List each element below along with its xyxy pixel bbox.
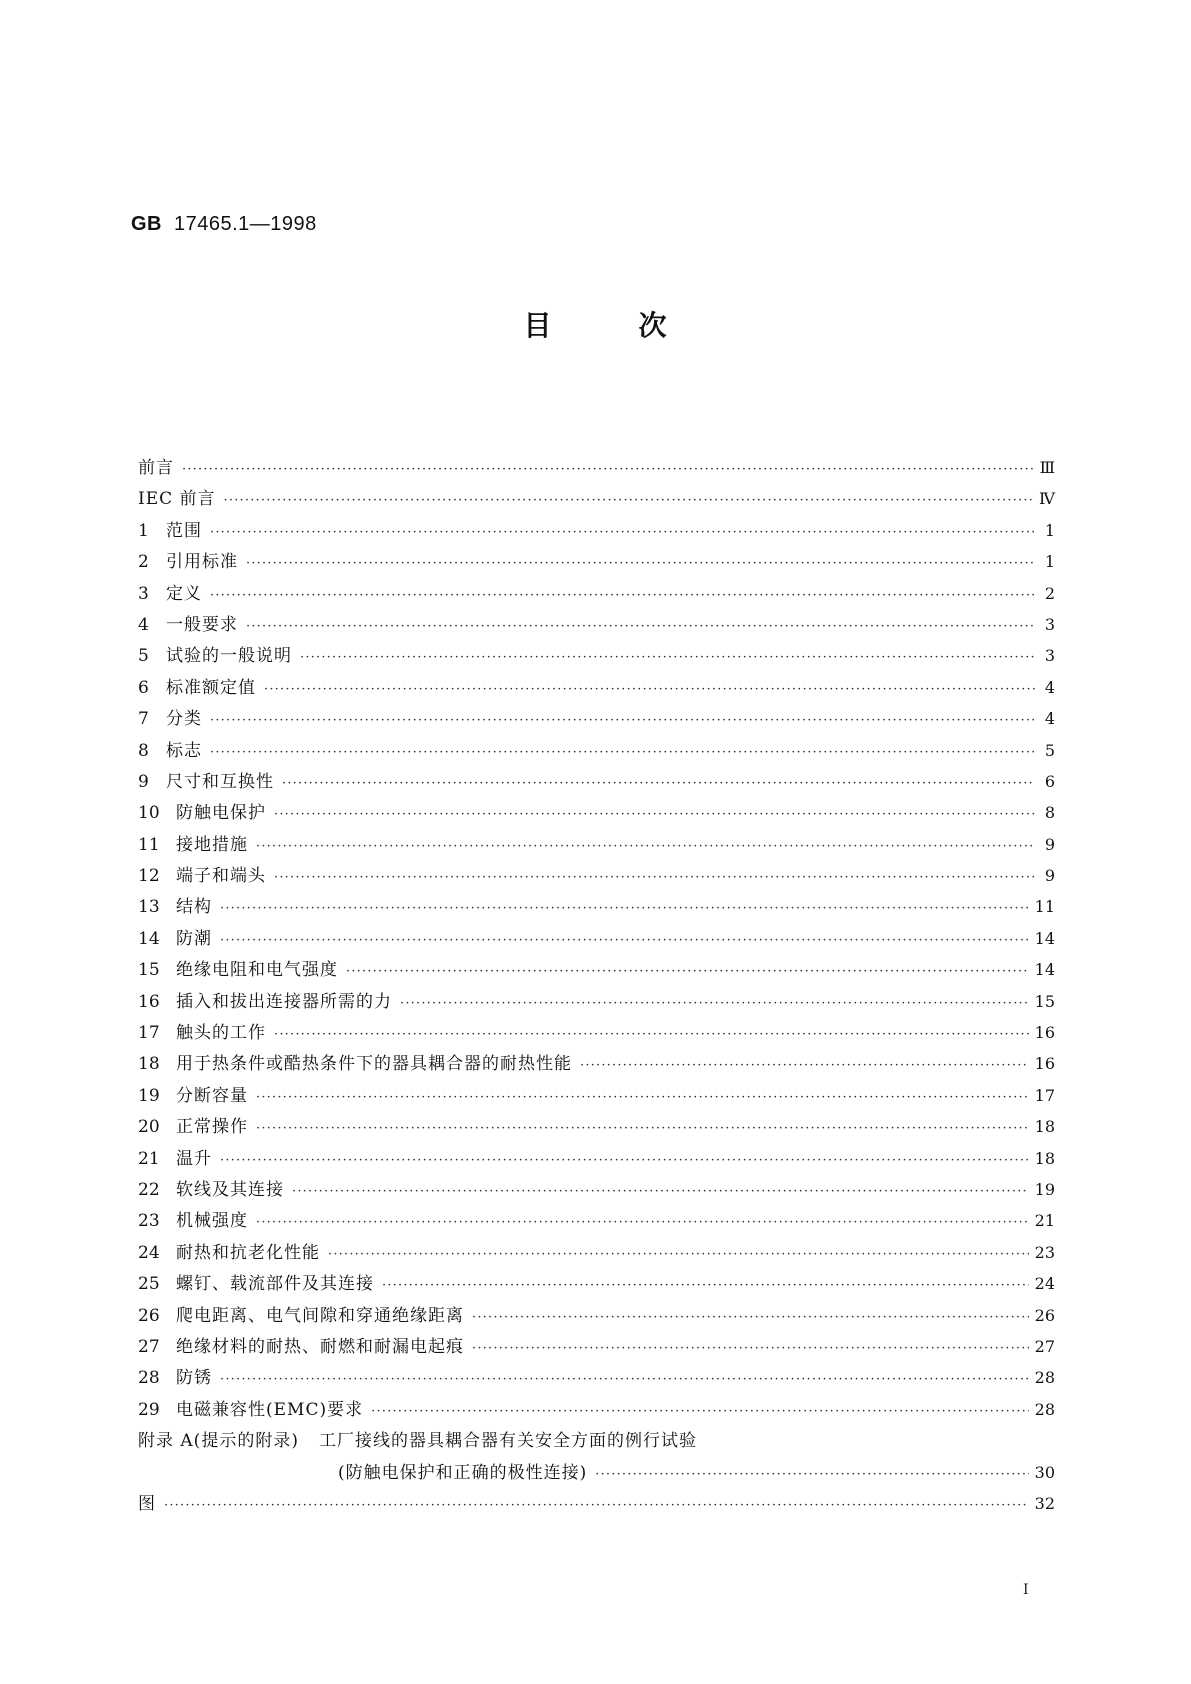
toc-entry-number: 16 (138, 991, 160, 1012)
toc-entry-label: 防锈 (176, 1368, 212, 1389)
dot-leader (210, 745, 1035, 760)
toc-entry-page: 16 (1034, 1023, 1055, 1043)
toc-entry-label: 防触电保护 (176, 803, 266, 824)
dot-leader (274, 870, 1035, 885)
toc-entry (138, 1301, 1055, 1332)
toc-entry-number: 7 (138, 709, 149, 730)
toc-entry-number: 3 (138, 583, 149, 604)
toc-entry (138, 1363, 1055, 1394)
toc-entry (138, 516, 1055, 547)
toc-entry (138, 924, 1055, 955)
toc-entry-label: 爬电距离、电气间隙和穿通绝缘距离 (176, 1305, 464, 1326)
toc-entry-page: 9 (1044, 834, 1055, 854)
toc-entry-label: 尺寸和互换性 (166, 771, 274, 792)
toc-entry-page: 2 (1044, 583, 1055, 603)
toc-entry-page: Ⅳ (1039, 489, 1055, 509)
dot-leader (264, 682, 1035, 697)
toc-entry-page: 28 (1034, 1368, 1055, 1388)
toc-entry-number: 25 (138, 1274, 160, 1295)
toc-entry-label: 温升 (176, 1148, 212, 1169)
toc-entry-number: 10 (138, 803, 160, 824)
figures-label: 图 (138, 1493, 156, 1514)
toc-entry-number: 14 (138, 928, 160, 949)
toc-entry-label: 插入和拔出连接器所需的力 (176, 991, 392, 1012)
dot-leader (472, 1341, 1029, 1356)
toc-entry-label: 防潮 (176, 928, 212, 949)
toc-entry (138, 987, 1055, 1018)
toc-entry-number: 8 (138, 740, 149, 761)
toc-entry-number: 24 (138, 1242, 160, 1263)
gb-mark: GB (131, 213, 162, 235)
dot-leader (164, 1498, 1029, 1513)
toc-entry-number: 17 (138, 1023, 160, 1044)
toc-entry-page: 3 (1044, 646, 1055, 666)
toc-entry-number: 9 (138, 771, 149, 792)
std-number-text: 17465.1—1998 (174, 213, 317, 235)
annex-label: 附录 A(提示的附录) (138, 1431, 299, 1452)
page-title (0, 304, 1191, 344)
dot-leader (400, 996, 1029, 1011)
dot-leader (274, 1027, 1029, 1042)
title-char-2: 次 (638, 309, 668, 342)
toc-entry-page: 9 (1044, 866, 1055, 886)
toc-entry-number: 5 (138, 646, 149, 667)
toc-entry-label: 绝缘材料的耐热、耐燃和耐漏电起痕 (176, 1336, 464, 1357)
toc-entry-label: 耐热和抗老化性能 (176, 1242, 320, 1263)
toc-entry (138, 1269, 1055, 1300)
dot-leader (371, 1404, 1029, 1419)
toc-entry-page: 18 (1034, 1148, 1055, 1168)
toc-entry-label: 绝缘电阻和电气强度 (176, 960, 338, 981)
dot-leader (220, 933, 1029, 948)
title-char-1: 目 (523, 309, 553, 342)
toc-entry-label: IEC 前言 (138, 489, 216, 510)
toc-entry-label: 引用标准 (166, 552, 238, 573)
dot-leader (220, 1372, 1029, 1387)
toc-entry-label: 一般要求 (166, 614, 238, 635)
toc-entry-label: 标志 (166, 740, 202, 761)
toc-entry-label: 分断容量 (176, 1085, 248, 1106)
dot-leader (300, 650, 1035, 665)
toc-entry-number: 19 (138, 1085, 160, 1106)
dot-leader (224, 493, 1033, 508)
toc-entry-number: 12 (138, 866, 160, 887)
toc-entry-page: 19 (1034, 1179, 1055, 1199)
toc-entry-number: 18 (138, 1054, 160, 1075)
toc-entry (138, 484, 1055, 515)
toc-entry (138, 547, 1055, 578)
toc-entry (138, 1175, 1055, 1206)
toc-entry-page: 21 (1034, 1211, 1055, 1231)
toc-entry-page: 18 (1034, 1117, 1055, 1137)
toc-entry (138, 955, 1055, 986)
dot-leader (256, 839, 1035, 854)
toc-entry-page: 3 (1044, 614, 1055, 634)
toc-entry-page: 6 (1044, 771, 1055, 791)
dot-leader (210, 713, 1035, 728)
toc-entry-label: 触头的工作 (176, 1023, 266, 1044)
toc-entry-label: 接地措施 (176, 834, 248, 855)
dot-leader (210, 525, 1035, 540)
dot-leader (220, 1153, 1029, 1168)
toc-entry-page: 17 (1034, 1085, 1055, 1105)
toc-entry-page: Ⅲ (1039, 458, 1055, 477)
dot-leader (472, 1310, 1029, 1325)
toc-entry-label: 前言 (138, 458, 174, 478)
dot-leader (382, 1278, 1029, 1293)
toc-entry (138, 798, 1055, 829)
toc-entry (138, 579, 1055, 610)
annex-title-line-1: 工厂接线的器具耦合器有关安全方面的例行试验 (318, 1431, 697, 1452)
toc-entry (138, 767, 1055, 798)
toc-entry-label: 用于热条件或酷热条件下的器具耦合器的耐热性能 (176, 1054, 572, 1075)
toc-entry-page: 28 (1034, 1399, 1055, 1419)
toc-entry-page: 27 (1034, 1336, 1055, 1356)
toc-entry (138, 1112, 1055, 1143)
toc-entry-number: 23 (138, 1211, 160, 1232)
toc-entry (138, 673, 1055, 704)
toc-entry (138, 641, 1055, 672)
toc-entry-page: 14 (1034, 928, 1055, 948)
toc-entry-number: 15 (138, 960, 160, 981)
toc-entry (138, 1049, 1055, 1080)
toc-entry (138, 704, 1055, 735)
toc-entry (138, 1144, 1055, 1175)
toc-entry-number: 20 (138, 1117, 160, 1138)
dot-leader (246, 619, 1035, 634)
toc-entry-page: 8 (1044, 803, 1055, 823)
dot-leader (182, 462, 1034, 477)
toc-entry (138, 610, 1055, 641)
annex-page: 30 (1034, 1462, 1055, 1482)
toc-entry (138, 861, 1055, 892)
toc-entry (138, 1332, 1055, 1363)
toc-entry-label: 试验的一般说明 (166, 646, 292, 667)
toc-entry (138, 1206, 1055, 1237)
toc-entry-number: 21 (138, 1148, 160, 1169)
toc-entry-number: 28 (138, 1368, 160, 1389)
toc-entry-page: 24 (1034, 1274, 1055, 1294)
toc-entry-number: 27 (138, 1336, 160, 1357)
toc-entry-page: 4 (1044, 677, 1055, 697)
toc-entry (138, 736, 1055, 767)
toc-entry-label: 分类 (166, 709, 202, 730)
toc-entry-label: 范围 (166, 520, 202, 541)
standard-number (131, 213, 317, 236)
toc-entry (138, 1238, 1055, 1269)
toc-entry (138, 453, 1055, 484)
annex-title-line-2: (防触电保护和正确的极性连接) (338, 1462, 588, 1483)
toc-entry-number: 11 (138, 834, 160, 855)
toc-entry-page: 14 (1034, 960, 1055, 980)
toc-entry-page: 16 (1034, 1054, 1055, 1074)
dot-leader (346, 964, 1029, 979)
toc-entry-page: 1 (1044, 552, 1055, 572)
dot-leader (246, 556, 1035, 571)
toc-entry (138, 830, 1055, 861)
toc-figures-entry (138, 1489, 1055, 1520)
toc-entry-label: 标准额定值 (166, 677, 256, 698)
toc-entry-page: 5 (1044, 740, 1055, 760)
toc-entry-number: 13 (138, 897, 160, 918)
toc-entry-number: 6 (138, 677, 149, 698)
toc-entry-number: 29 (138, 1399, 160, 1420)
toc-entry-label: 正常操作 (176, 1117, 248, 1138)
toc-entry-label: 端子和端头 (176, 866, 266, 887)
dot-leader (595, 1467, 1028, 1482)
toc-entry-label: 机械强度 (176, 1211, 248, 1232)
toc-entry-page: 11 (1034, 897, 1055, 917)
toc-entry-number: 4 (138, 614, 149, 635)
toc-entry-label: 螺钉、载流部件及其连接 (176, 1274, 374, 1295)
toc-annex-continuation (138, 1458, 1055, 1489)
toc-entry (138, 892, 1055, 923)
toc-entry-page: 4 (1044, 709, 1055, 729)
table-of-contents (138, 453, 1055, 1520)
dot-leader (274, 807, 1035, 822)
toc-annex-entry (138, 1426, 1055, 1457)
dot-leader (292, 1184, 1029, 1199)
toc-entry-page: 26 (1034, 1305, 1055, 1325)
toc-entry (138, 1395, 1055, 1426)
dot-leader (282, 776, 1035, 791)
dot-leader (580, 1058, 1029, 1073)
dot-leader (256, 1121, 1029, 1136)
toc-entry-label: 软线及其连接 (176, 1179, 284, 1200)
dot-leader (328, 1247, 1029, 1262)
toc-entry-page: 15 (1034, 991, 1055, 1011)
dot-leader (210, 588, 1035, 603)
toc-entry-label: 电磁兼容性(EMC)要求 (176, 1399, 364, 1420)
toc-entry-number: 1 (138, 520, 149, 541)
dot-leader (256, 1215, 1029, 1230)
toc-entry-page: 23 (1034, 1242, 1055, 1262)
toc-entry-page: 1 (1044, 520, 1055, 540)
toc-entry-label: 定义 (166, 583, 202, 604)
dot-leader (256, 1090, 1029, 1105)
figures-page: 32 (1034, 1493, 1055, 1513)
toc-entry-number: 2 (138, 552, 149, 573)
toc-entry-number: 26 (138, 1305, 160, 1326)
toc-entry-number: 22 (138, 1179, 160, 1200)
page-folio: I (1023, 1582, 1029, 1598)
dot-leader (220, 901, 1029, 916)
toc-entry-label: 结构 (176, 897, 212, 918)
toc-entry (138, 1081, 1055, 1112)
toc-entry (138, 1018, 1055, 1049)
